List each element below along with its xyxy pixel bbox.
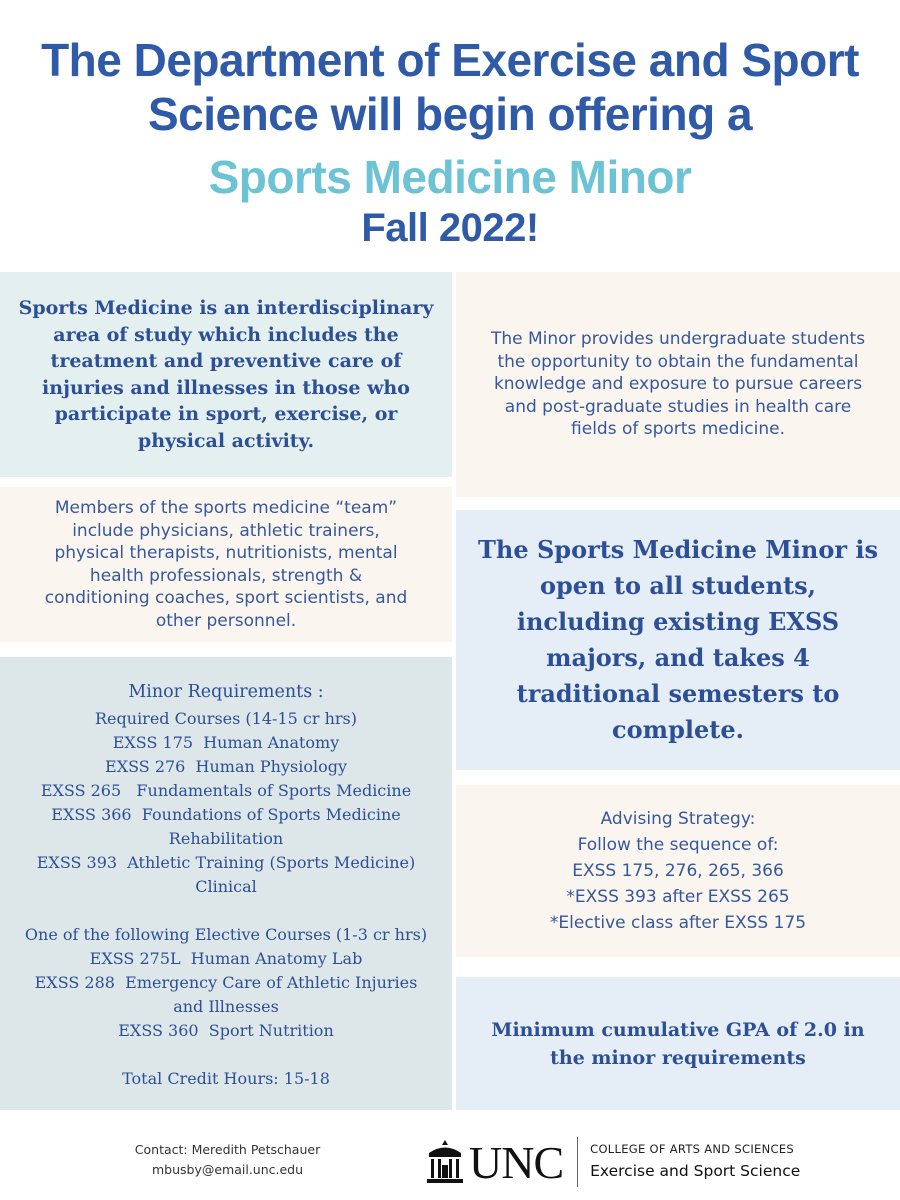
required-course: Clinical [195,877,257,896]
advising-line: EXSS 175, 276, 265, 366 [572,861,784,881]
purpose-line: knowledge and exposure to pursue careers [493,374,863,395]
elective-courses-heading: One of the following Elective Courses (1-3 cr hrs) [24,925,428,944]
open-line: open to all students, [540,571,816,600]
contact-email[interactable]: mbusby@email.unc.edu [151,1162,304,1177]
definition-line: treatment and preventive care of [50,350,402,372]
gpa-text [481,1016,874,1072]
gpa-panel [456,977,900,1110]
team-text [35,497,418,632]
purpose-text [477,328,879,441]
required-courses-heading: Required Courses (14-15 cr hrs) [95,709,357,728]
elective-course: EXSS 275L Human Anatomy Lab [89,949,363,968]
open-line: including existing EXSS [516,607,840,636]
contact-info [100,1140,355,1180]
team-line: physical therapists, nutritionists, mental [54,543,398,563]
team-panel [0,487,452,642]
required-course: EXSS 366 Foundations of Sports Medicine [51,805,401,824]
team-line: other personnel. [155,610,297,631]
advising-line: *Elective class after EXSS 175 [549,913,807,933]
headline-line-2: Science will begin offering a [147,88,753,140]
open-to-all-panel [456,510,900,770]
advising-panel [456,785,900,957]
unc-logo [425,1133,800,1191]
definition-line: physical activity. [137,429,315,452]
headline-program: Sports Medicine Minor [208,151,692,203]
college-label [590,1140,800,1184]
open-line: traditional semesters to [516,679,840,708]
gpa-line: the minor requirements [550,1046,806,1069]
purpose-line: fields of sports medicine. [571,419,785,440]
elective-course: EXSS 360 Sport Nutrition [118,1021,334,1040]
team-line: conditioning coaches, sport scientists, and [44,588,408,608]
open-line: majors, and takes 4 [546,643,810,672]
headline-term: Fall 2022! [361,206,539,250]
advising-line: Advising Strategy: [600,809,756,829]
total-credit-hours: Total Credit Hours: 15-18 [122,1069,330,1088]
headline [0,33,900,141]
definition-line: area of study which includes the [53,323,399,346]
purpose-line: the opportunity to obtain the fundamental [497,351,859,372]
required-course: EXSS 276 Human Physiology [105,757,347,776]
requirements-heading: Minor Requirements : [128,682,324,702]
required-course: EXSS 265 Fundamentals of Sports Medicine [40,781,412,800]
definition-panel [0,272,452,477]
old-well-icon [425,1138,465,1186]
gpa-line: Minimum cumulative GPA of 2.0 in [491,1018,865,1041]
contact-name: Contact: Meredith Petschauer [134,1142,321,1157]
required-course: EXSS 175 Human Anatomy [112,733,340,752]
college-name: COLLEGE OF ARTS AND SCIENCES [590,1142,795,1156]
department-name: Exercise and Sport Science [590,1162,801,1180]
logo-divider [577,1137,578,1187]
open-to-all-text [466,532,890,748]
requirements-panel [0,657,452,1110]
definition-line: participate in sport, exercise, or [54,403,398,425]
headline-line-1: The Department of Exercise and Sport [41,34,859,86]
purpose-panel [456,272,900,497]
definition-text [13,295,440,454]
unc-wordmark: UNC [469,1136,564,1188]
open-line: complete. [612,715,744,744]
definition-line: Sports Medicine is an interdisciplinary [18,297,434,319]
elective-course: and Illnesses [173,997,279,1016]
team-line: health professionals, strength & [89,565,363,586]
team-line: include physicians, athletic trainers, [72,520,380,541]
advising-line: *EXSS 393 after EXSS 265 [566,887,790,907]
definition-line: injuries and illnesses in those who [42,376,410,399]
advising-line: Follow the sequence of: [577,835,779,855]
purpose-line: and post-graduate studies in health care [504,396,852,417]
required-course: Rehabilitation [168,829,284,848]
open-line: The Sports Medicine Minor is [478,535,878,564]
purpose-line: The Minor provides undergraduate students [490,329,866,350]
required-course: EXSS 393 Athletic Training (Sports Medicine) [36,853,416,872]
elective-course: EXSS 288 Emergency Care of Athletic Injuries [34,973,418,992]
team-line: Members of the sports medicine “team” [54,498,398,518]
